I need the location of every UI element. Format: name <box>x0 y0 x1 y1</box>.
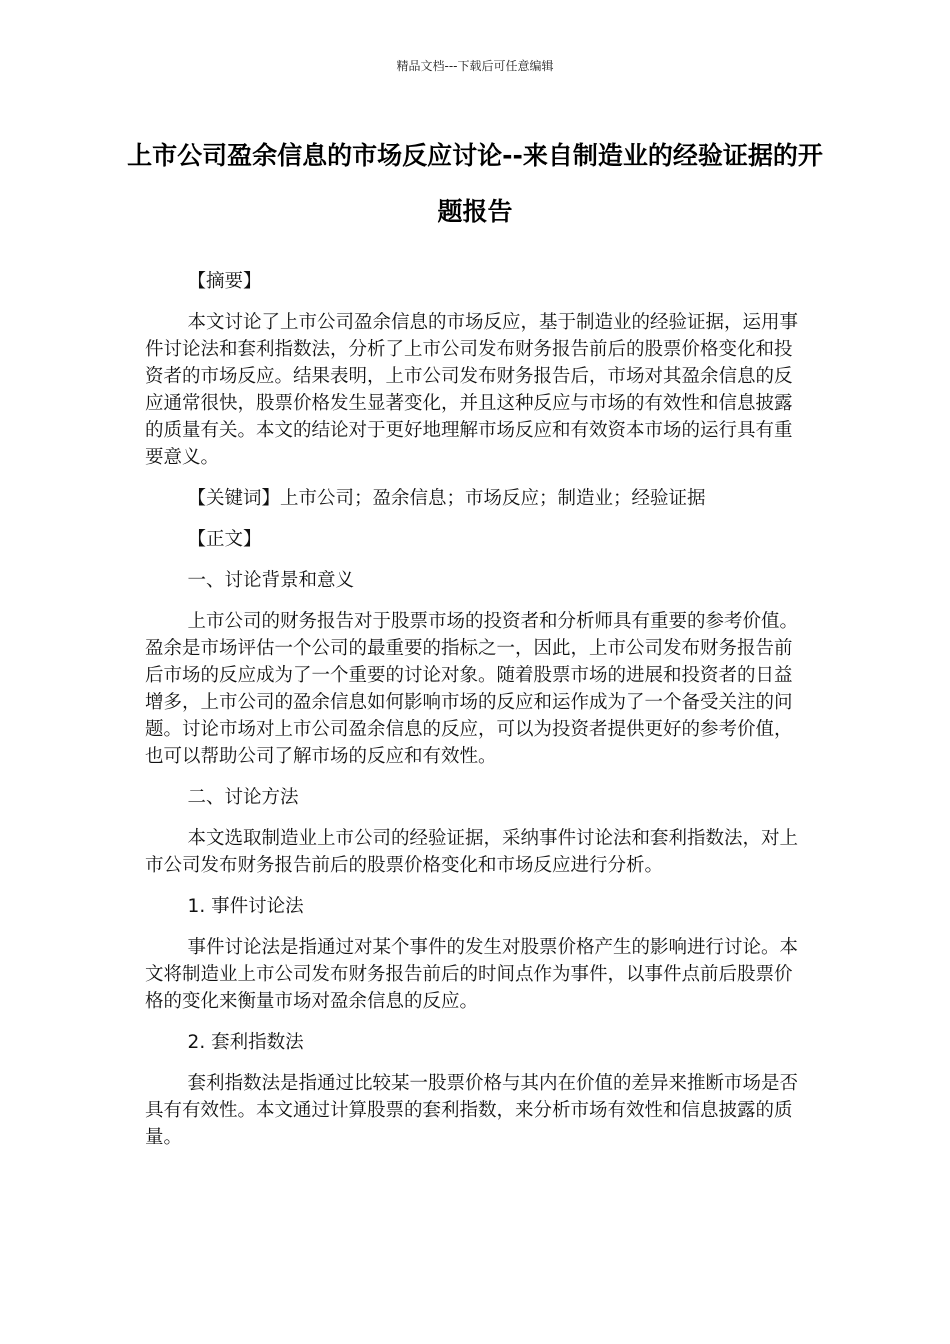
section2-heading: 二、讨论方法 <box>187 787 299 808</box>
document-title: 上市公司盈余信息的市场反应讨论--来自制造业的经验证据的开题报告 <box>127 141 823 226</box>
method1-body: 事件讨论法是指通过对某个事件的发生对股票价格产生的影响进行讨论。本文将制造业上市公司发布财务报告前后的时间点作为事件，以事件点前后股票价格的变化来衡量市场对盈余信息的反应。 <box>145 937 799 1012</box>
method1-heading: 1. 事件讨论法 <box>187 896 304 917</box>
body-heading: 【正文】 <box>187 529 262 550</box>
document-body <box>145 268 805 1151</box>
header-watermark: 精品文档---下载后可任意编辑 <box>396 59 554 73</box>
section1-heading: 一、讨论背景和意义 <box>187 570 355 591</box>
method2-heading: 2. 套利指数法 <box>187 1032 304 1053</box>
section1-body: 上市公司的财务报告对于股票市场的投资者和分析师具有重要的参考价值。盈余是市场评估一个公司的最重要的指标之一，因此，上市公司发布财务报告前后市场的反应成为了一个重要的讨论对象。随着股票市场的进展和投资者的日益增多，上市公司的盈余信息如何影响市场的反应和运作成为了一个备受关注的问题。讨论市场对上市公司盈余信息的反应，可以为投资者提供更好的参考价值，也可以帮助公司了解市场的反应和有效性。 <box>145 611 799 767</box>
keywords-line: 【关键词】上市公司；盈余信息；市场反应；制造业；经验证据 <box>187 488 706 509</box>
abstract-heading: 【摘要】 <box>187 271 262 292</box>
method2-body: 套利指数法是指通过比较某一股票价格与其内在价值的差异来推断市场是否具有有效性。本文通过计算股票的套利指数，来分析市场有效性和信息披露的质量。 <box>145 1073 799 1148</box>
abstract-body: 本文讨论了上市公司盈余信息的市场反应，基于制造业的经验证据，运用事件讨论法和套利指数法，分析了上市公司发布财务报告前后的股票价格变化和投资者的市场反应。结果表明，上市公司发布财务报告后，市场对其盈余信息的反应通常很快，股票价格发生显著变化，并且这种反应与市场的有效性和信息披露的质量有关。本文的结论对于更好地理解市场反应和有效资本市场的运行具有重要意义。 <box>145 312 799 468</box>
section2-body: 本文选取制造业上市公司的经验证据，采纳事件讨论法和套利指数法，对上市公司发布财务报告前后的股票价格变化和市场反应进行分析。 <box>145 828 799 876</box>
